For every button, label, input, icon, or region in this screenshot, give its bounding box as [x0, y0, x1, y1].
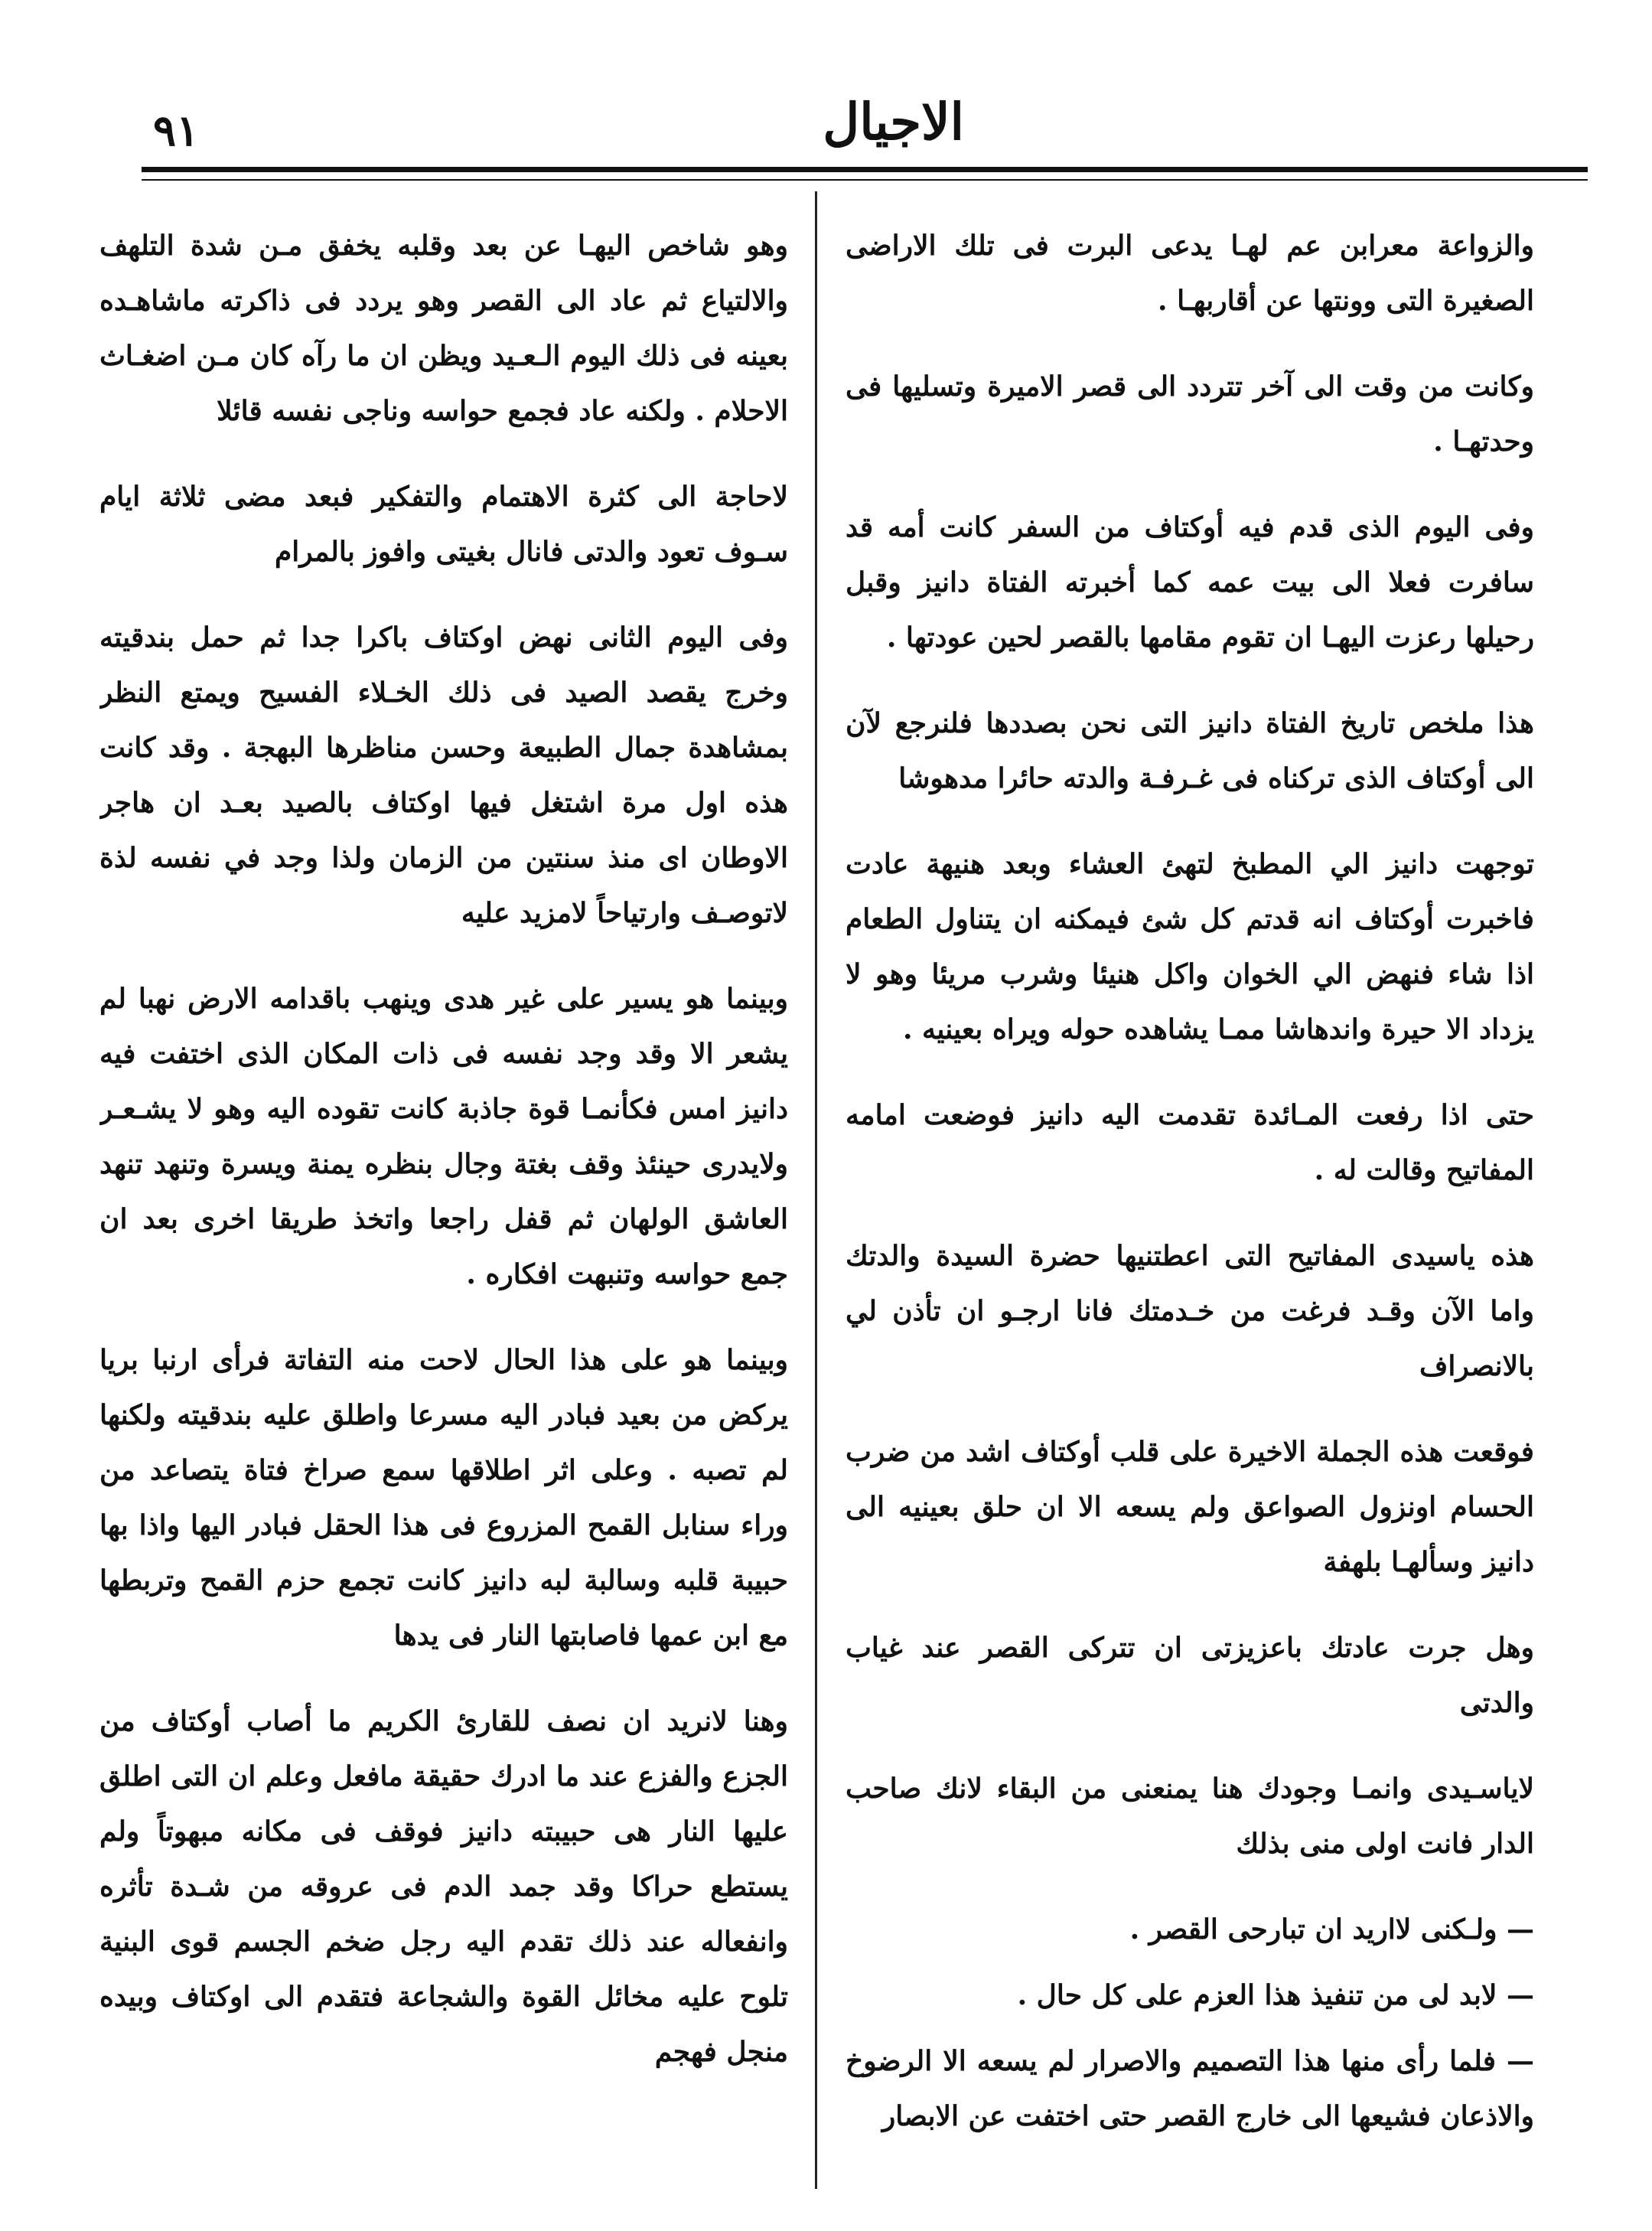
paragraph: وهنا لانريد ان نصف للقارئ الكريم ما أصاب أوكتاف من الجزع والفزع عند ما ادرك حقيقة مافعل وعلم ان التى اطلق عليها النار هى حبيبته دانيز فوقف فى مكانه مبهوتاً ولم يستطع حراكا وقد جمد الدم فى عروقه من شـدة تأثره وانفعاله عند ذلك تقدم اليه رجل ضخم الجسم قوى البنية تلوح عليه مخائل القوة والشجاعة فتقدم الى اوكتاف وبيده منجل فهجم [99, 1705, 788, 2068]
paragraph: هذا ملخص تاريخ الفتاة دانيز التى نحن بصددها فلنرجع لآن الى أوكتاف الذى تركناه فى غـرفـة والدته حائرا مدهوشا [846, 707, 1534, 794]
dialog-line: — ولـكنى لااريد ان تبارحى القصر . [1129, 1913, 1534, 1946]
page-header [138, 92, 1592, 176]
paragraph: وفى اليوم الثانى نهض اوكتاف باكرا جدا ثم حمل بندقيته وخرج يقصد الصيد فى ذلك الخـلاء الفسيح ويمتع النظر بمشاهدة جمال الطبيعة وحسن مناظرها البهجة . وقد كانت هذه اول مرة اشتغل فيها اوكتاف بالصيد بعـد ان هاجر الاوطان اى منذ سنتين من الزمان ولذا وجد في نفسه لذة لاتوصـف وارتياحاً لامزيد عليه [99, 621, 788, 929]
header-rule-thick [142, 167, 1588, 172]
header-rule-thin [142, 179, 1588, 181]
dialog-line: — لابد لى من تنفيذ هذا العزم على كل حال . [1017, 1979, 1534, 2011]
paragraph: وبينما هو يسير على غير هدى وينهب باقدامه الارض نهبا لم يشعر الا وقد وجد نفسه فى ذات المكان الذى اختفت فيه دانيز امس فكأنمـا قوة جاذبة كانت تقوده اليه وهو لا يشـعـر ولايدرى حينئذ وقف بغتة وجال بنظره يمنة ويسرة وتنهد تنهد العاشق الولهان ثم قفل راجعا واتخذ طريقا اخرى بعد ان جمع حواسه وتنبهت افكاره . [99, 983, 788, 1290]
paragraph: وفى اليوم الذى قدم فيه أوكتاف من السفر كانت أمه قد سافرت فعلا الى بيت عمه كما أخبرته الفتاة دانيز وقبل رحيلها رعزت اليهـا ان تقوم مقامها بالقصر لحين عودتها . [846, 511, 1534, 654]
paragraph: لاحاجة الى كثرة الاهتمام والتفكير فبعد مضى ثلاثة ايام سـوف تعود والدتى فانال بغيتى وافوز بالمرام [99, 481, 788, 568]
paragraph: وكانت من وقت الى آخر تتردد الى قصر الاميرة وتسليها فى وحدتهـا . [846, 370, 1534, 458]
paragraph: لاياسـيدى وانمـا وجودك هنا يمنعنى من البقاء لانك صاحب الدار فانت اولى منى بذلك [846, 1773, 1534, 1860]
paragraph: توجهت دانيز الي المطبخ لتهئ العشاء وبعد هنيهة عادت فاخبرت أوكتاف انه قدتم كل شئ فيمكنه ان يتناول الطعام اذا شاء فنهض الي الخوان واكل هنيئا وشرب مريئا وهو لا يزداد الا حيرة واندهاشا ممـا يشاهده حوله ويراه بعينيه . [846, 848, 1534, 1045]
paragraph: فوقعت هذه الجملة الاخيرة على قلب أوكتاف اشد من ضرب الحسام اونزول الصواعق ولم يسعه الا ان حلق بعينيه الى دانيز وسألهـا بلهفة [846, 1436, 1534, 1578]
paragraph: حتى اذا رفعت المـائدة تقدمت اليه دانيز فوضعت امامه المفاتيح وقالت له . [846, 1099, 1534, 1186]
paragraph: وهل جرت عادتك باعزيزتى ان تتركى القصر عند غياب والدتى [846, 1632, 1534, 1719]
paragraph: — فلما رأى منها هذا التصميم والاصرار لم يسعه الا الرضوخ والاذعان فشيعها الى خارج القصر حتى اختفت عن الابصار [846, 2045, 1534, 2132]
paragraph: والزواعة معرابن عم لهـا يدعى البرت فى تلك الاراضى الصغيرة التى وونتها عن أقاربهـا . [846, 230, 1534, 317]
journal-title: الاجيال [823, 92, 964, 152]
column-divider [815, 191, 817, 2189]
right-column [846, 218, 1534, 2177]
left-column [99, 218, 788, 2177]
paragraph: وبينما هو على هذا الحال لاحت منه التفاتة فرأى ارنبا بريا يركض من بعيد فبادر اليه مسرعا واطلق عليه بندقيته ولكنها لم تصبه . وعلى اثر اطلاقها سمع صراخ فتاة يتصاعد من وراء سنابل القمح المزروع فى هذا الحقل فبادر اليها واذا بها حبيبة قلبه وسالبة لبه دانيز كانت تجمع حزم القمح وتربطها مع ابن عمها فاصابتها النار فى يدها [99, 1344, 788, 1652]
paragraph: وهو شاخص اليهـا عن بعد وقلبه يخفق مـن شدة التلهف والالتياع ثم عاد الى القصر وهو يردد فى ذاكرته ماشاهـده بعينه فى ذلك اليوم الـعـيد ويظن ان ما رآه كان مـن اضغـاث الاحلام . ولكنه عاد فجمع حواسه وناجى نفسه قائلا [99, 230, 788, 427]
page-number: ٩١ [153, 106, 200, 156]
paragraph: هذه ياسيدى المفاتيح التى اعطتنيها حضرة السيدة والدتك واما الآن وقـد فرغت من خـدمتك فانا ارجـو ان تأذن لي بالانصراف [846, 1240, 1534, 1382]
